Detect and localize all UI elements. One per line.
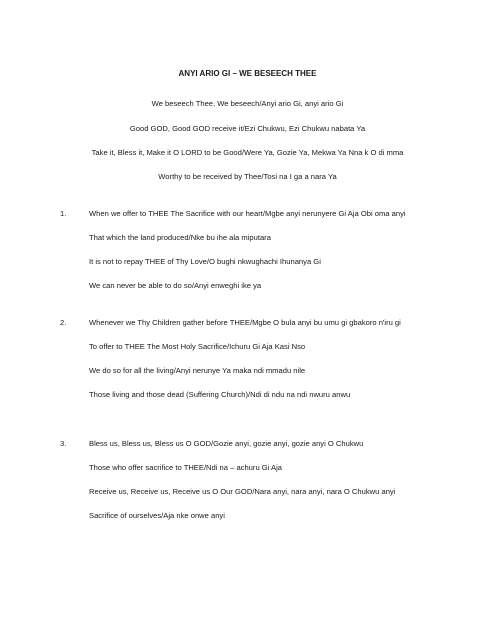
verse-line: To offer to THEE The Most Holy Sacrifice/Ichuru Gi Aja Kasi Nso [89,342,306,351]
verse-line: We can never be able to do so/Anyi enweghi ike ya [89,281,262,290]
verse-line: Those living and those dead (Suffering Church)/Ndi di ndu na ndi nwuru anwu [89,390,351,399]
verse-line: Receive us, Receive us, Receive us O Our GOD/Nara anyi, nara anyi, nara O Chukwu anyi [89,487,396,496]
chorus-line: We beseech Thee, We beseech/Anyi ario Gi, anyi ario Gi [151,99,344,108]
chorus-line: Good GOD, Good GOD receive it/Ezi Chukwu, Ezi Chukwu nabata Ya [129,124,366,133]
verse-line: Sacrifice of ourselves/Aja nke onwe anyi [89,511,225,520]
verse-line: We do so for all the living/Anyi nerunye Ya maka ndi mmadu nile [89,366,306,375]
verse-line: Whenever we Thy Children gather before THEE/Mgbe O bula anyi bu umu gi gbakoro n'iru gi [89,318,401,327]
verse-line: Those who offer sacrifice to THEE/Ndi na – achuru Gi Aja [89,463,283,472]
verse-line: When we offer to THEE The Sacrifice with our heart/Mgbe anyi nerunyere Gi Aja Obi oma anyi [89,209,406,218]
verse-number: 2. [60,318,67,327]
verse-line: It is not to repay THEE of Thy Love/O bughi nkwughachi Ihunanya Gi [89,257,321,266]
verse-number: 3. [60,439,67,448]
verse-number: 1. [60,209,67,218]
verse-line: Bless us, Bless us, Bless us O GOD/Gozie anyi, gozie anyi, gozie anyi O Chukwu [89,439,364,448]
page-title: ANYI ARIO GI – WE BESEECH THEE [178,69,317,78]
verse-line: That which the land produced/Nke bu ihe ala miputara [89,233,271,242]
chorus-line: Worthy to be received by Thee/Tosi na I ga a nara Ya [158,172,337,181]
chorus-line: Take it, Bless it, Make it O LORD to be Good/Were Ya, Gozie Ya, Mekwa Ya Nna k O di mma [91,148,404,157]
